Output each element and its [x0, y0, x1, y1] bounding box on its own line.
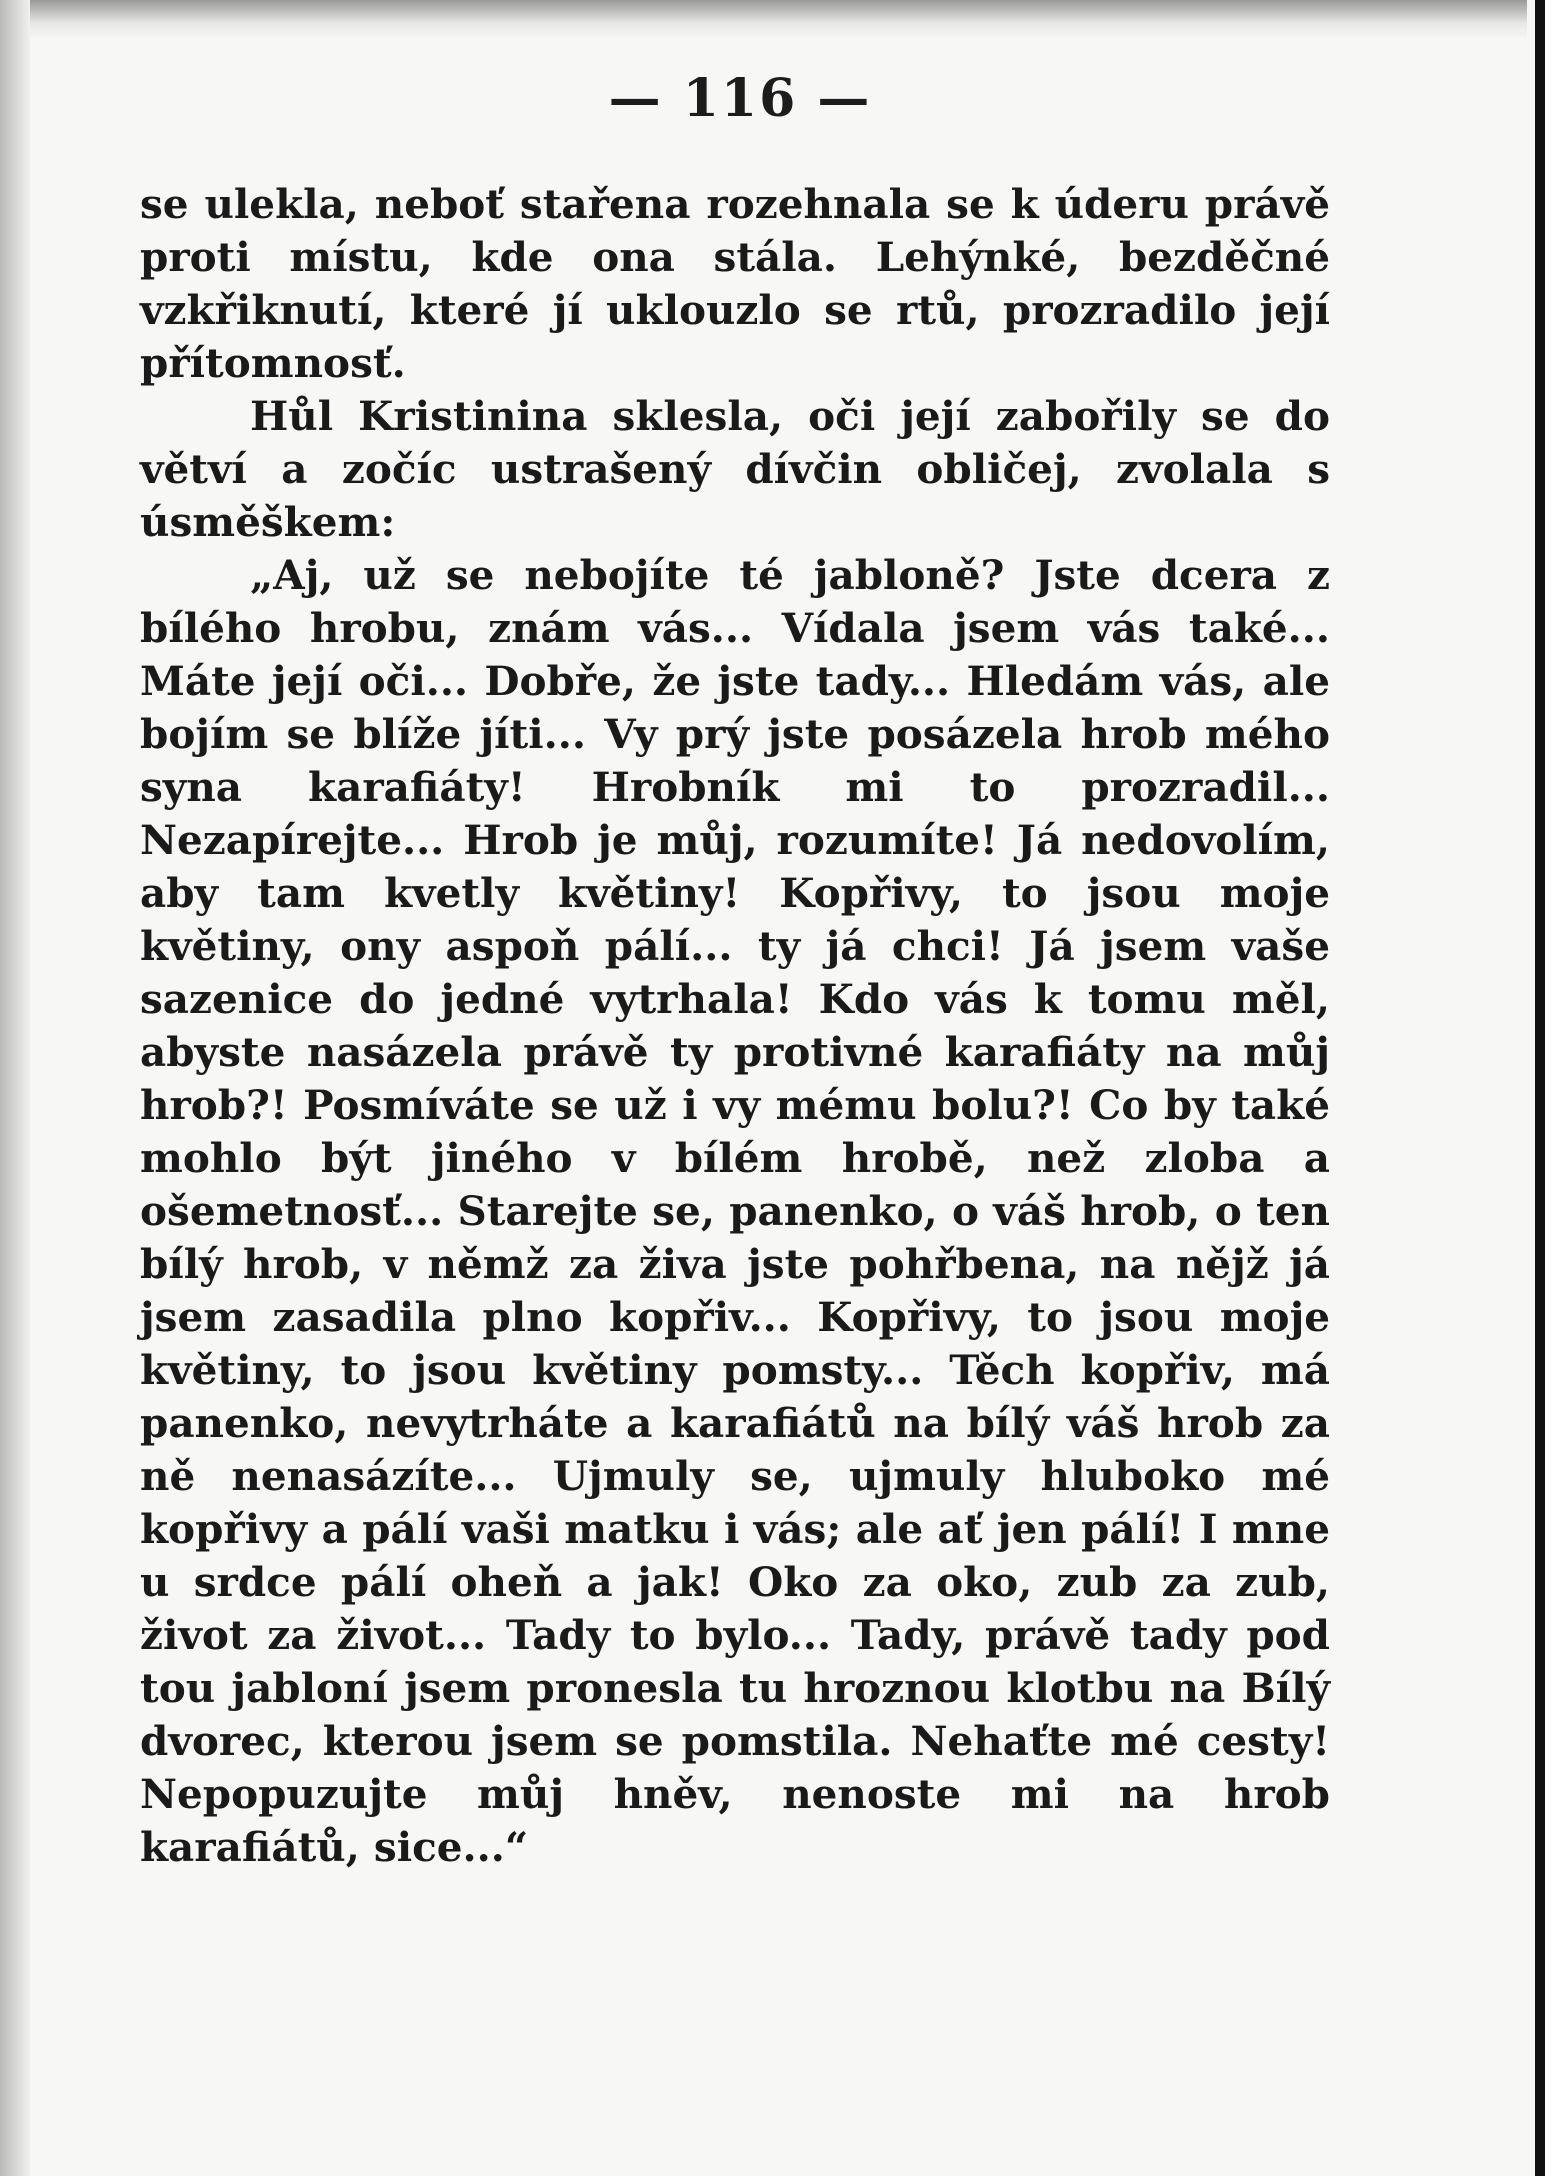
paragraph-3: „Aj, už se nebojíte té jabloně? Jste dcera z bílého hrobu, znám vás... Vídala jsem vás také... Máte její oči... Dobře, že jste tady... Hledám vás, ale bojím se blíže jíti... Vy prý jste posázela hrob mého syna karafiáty! Hrobník mi to prozradil... Nezapírejte... Hrob je můj, rozumíte! Já nedovolím, aby tam kvetly květiny! Kopřivy, to jsou moje květiny, ony aspoň pálí... ty já chci! Já jsem vaše sazenice do jedné vytrhala! Kdo vás k tomu měl, abyste nasázela právě ty protivné karafiáty na můj hrob?! Posmíváte se už i vy mému bolu?! Co by také mohlo být jiného v bílém hrobě, než zloba a ošemetnosť... Starejte se, panenko, o váš hrob, o ten bílý hrob, v němž za živa jste pohřbena, na nějž já jsem zasadila plno kopřiv... Kopřivy, to jsou moje květiny, to jsou květiny pomsty... Těch kopřiv, má panenko, nevytrháte a karafiátů na bílý váš hrob za ně nenasázíte... Ujmuly se, ujmuly hluboko mé kopřivy a pálí vaši matku i vás; ale ať jen pálí! I mne u srdce pálí oheň a jak! Oko za oko, zub za zub, život za život... Tady to bylo... Tady, právě tady pod tou jabloní jsem pronesla tu hroznou klotbu na Bílý dvorec, kterou jsem se pomstila. Nehaťte mé cesty! Nepopuzujte můj hněv, nenoste mi na hrob karafiátů, sice...“	[140, 551, 1330, 1871]
scan-right-edge	[1527, 0, 1559, 2176]
page-number: — 116 —	[608, 68, 872, 129]
scan-left-edge	[0, 0, 30, 2176]
body-text	[140, 178, 1330, 1874]
scan-top-edge	[0, 0, 1559, 40]
paragraph-2: Hůl Kristinina sklesla, oči její zabořily se do větví a zočíc ustrašený dívčin obličej, zvolala s úsměškem:	[140, 392, 1330, 546]
book-page	[130, 60, 1350, 2100]
paragraph-1: se ulekla, neboť stařena rozehnala se k úderu právě proti místu, kde ona stála. Lehýnké, bezděčné vzkřiknutí, které jí uklouzlo se rtů, prozradilo její přítomnosť.	[140, 180, 1330, 387]
